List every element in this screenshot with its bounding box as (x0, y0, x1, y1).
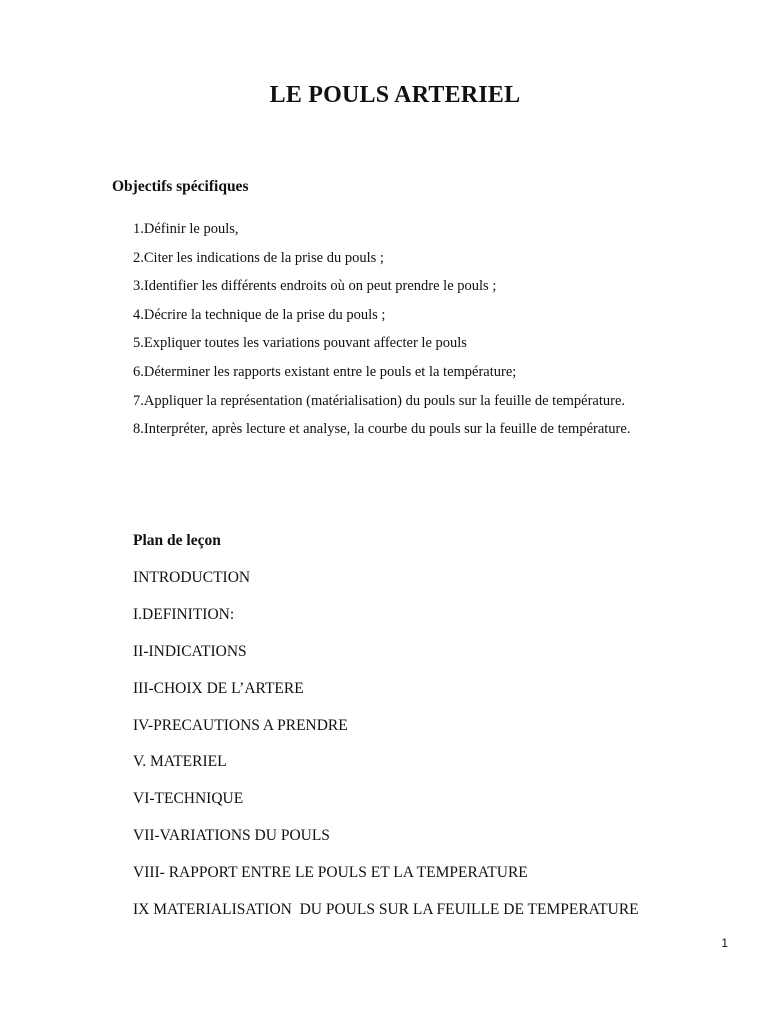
objective-item: 2.Citer les indications de la prise du pouls ; (133, 249, 384, 266)
objective-item: 3.Identifier les différents endroits où on peut prendre le pouls ; (133, 278, 497, 295)
objective-item: 4.Décrire la technique de la prise du pouls ; (133, 306, 386, 323)
plan-item: IV-PRECAUTIONS A PRENDRE (133, 716, 348, 734)
plan-heading: Plan de leçon (133, 532, 221, 549)
objective-item: 1.Définir le pouls, (133, 221, 239, 237)
plan-item: VI-TECHNIQUE (133, 790, 244, 808)
objective-item: 7.Appliquer la représentation (matérialisation) du pouls sur la feuille de température. (133, 392, 626, 409)
objective-item: 8.Interpréter, après lecture et analyse, la courbe du pouls sur la feuille de température. (133, 421, 631, 438)
objectives-list (133, 219, 720, 448)
plan-item: II-INDICATIONS (133, 642, 247, 660)
plan-item: I.DEFINITION: (133, 605, 235, 623)
page-title: LE POULS ARTERIEL (269, 82, 521, 108)
objective-item: 6.Déterminer les rapports existant entre le pouls et la température; (133, 363, 517, 380)
plan-item: INTRODUCTION (133, 569, 251, 586)
lesson-plan-list (133, 568, 639, 937)
plan-item: V. MATERIEL (133, 753, 227, 771)
plan-item: III-CHOIX DE L’ARTERE (133, 679, 304, 697)
plan-item: VIII- RAPPORT ENTRE LE POULS ET LA TEMPERATURE (133, 864, 528, 882)
objective-item: 5.Expliquer toutes les variations pouvant affecter le pouls (133, 335, 467, 352)
page-number: 1 (721, 936, 728, 950)
objectives-heading: Objectifs spécifiques (112, 178, 249, 195)
plan-item: VII-VARIATIONS DU POULS (133, 827, 330, 845)
plan-item: IX MATERIALISATION DU POULS SUR LA FEUILLE DE TEMPERATURE (133, 901, 639, 919)
